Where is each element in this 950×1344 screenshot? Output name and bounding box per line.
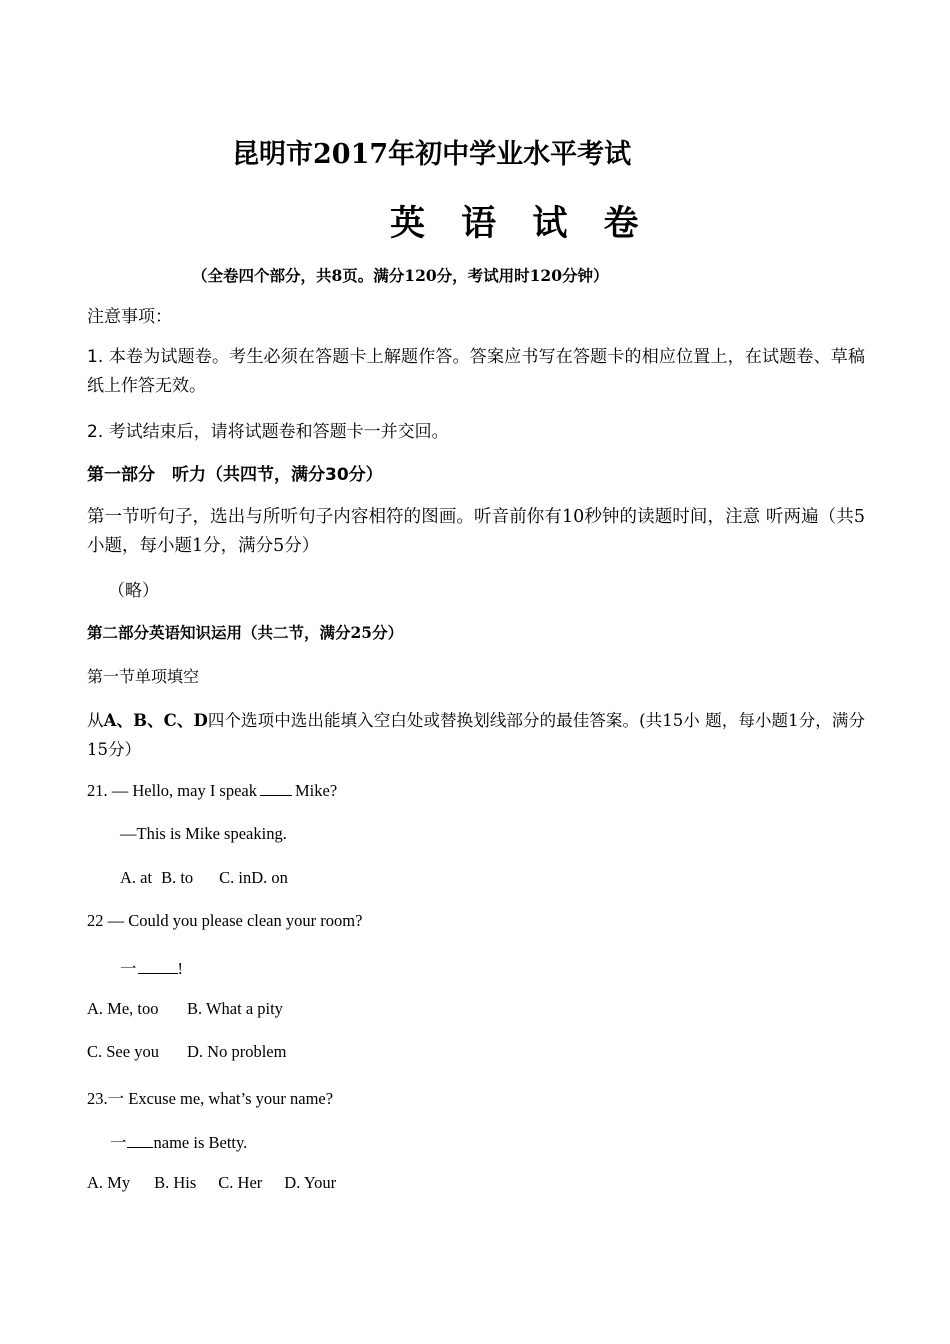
q22-dash: 一	[120, 959, 137, 978]
q21-option-c: C. in	[219, 868, 252, 887]
part2-section1: 第一节单项填空	[87, 667, 200, 686]
q21-stem-end: Mike?	[295, 781, 338, 800]
part1-section1: 第一节听句子，选出与所听句子内容相符的图画。听音前你有10秒钟的读题时间，注意 听两遍（共5小题，每小题1分，满分5分）	[87, 507, 865, 556]
notice-item-2: 2. 考试结束后，请将试题卷和答题卡一并交回。	[87, 422, 449, 442]
q23-blank	[127, 1133, 153, 1148]
q21-option-b: B. to	[161, 868, 194, 887]
exam-title: 昆明市2017年初中学业水平考试	[232, 139, 632, 170]
q22-reply	[120, 955, 183, 979]
q23-option-c: C. Her	[218, 1173, 263, 1192]
q21-option-d: D. on	[251, 868, 288, 887]
part1-heading: 第一部分 听力（共四节，满分30分）	[87, 465, 383, 485]
q23-option-a: A. My	[87, 1173, 131, 1192]
q22-blank	[138, 959, 178, 974]
q23-reply	[110, 1129, 247, 1153]
q21-reply: —This is Mike speaking.	[120, 824, 287, 843]
q22-option-a: A. Me, too	[87, 999, 159, 1018]
exam-info: （全卷四个部分，共8页。满分120分，考试用时120分钟）	[192, 266, 609, 285]
omitted-note: （略）	[108, 581, 159, 601]
exam-subtitle: 英 语 试 卷	[390, 203, 651, 244]
q23-options	[87, 1173, 336, 1193]
q22-stem: 22 — Could you please clean your room?	[87, 911, 363, 930]
q23-option-b: B. His	[154, 1173, 197, 1192]
q21-options	[120, 868, 288, 888]
notice-item-1: 1. 本卷为试题卷。考生必须在答题卡上解题作答。答案应书写在答题卡的相应位置上，在试题卷、草稿纸上作答无效。	[87, 347, 865, 396]
q23-option-d: D. Your	[284, 1173, 337, 1192]
q21-stem-text: 21. — Hello, may I speak	[87, 781, 258, 800]
q22-exclaim: !	[177, 959, 183, 978]
q23-stem: 23.一 Excuse me, what’s your name?	[87, 1089, 334, 1108]
part2-instructions	[87, 706, 865, 764]
q22-option-b: B. What a pity	[187, 999, 283, 1018]
instr-letters: A、B、C、D	[103, 711, 208, 730]
q23-dash: 一	[110, 1133, 127, 1152]
q21-stem	[87, 781, 337, 801]
q21-option-a: A. at	[120, 868, 153, 887]
q23-reply-text: name is Betty.	[153, 1133, 248, 1152]
instr-rest: 四个选项中选出能填入空白处或替换划线部分的最佳答案。(共15小 题，每小题1分，满分15分）	[87, 711, 865, 759]
notice-heading: 注意事项：	[87, 307, 172, 327]
q22-option-c: C. See you	[87, 1042, 159, 1061]
q22-option-d: D. No problem	[187, 1042, 287, 1061]
instr-prefix: 从	[87, 711, 104, 730]
part2-heading: 第二部分英语知识运用（共二节，满分25分）	[87, 623, 404, 642]
q21-blank	[260, 781, 292, 796]
